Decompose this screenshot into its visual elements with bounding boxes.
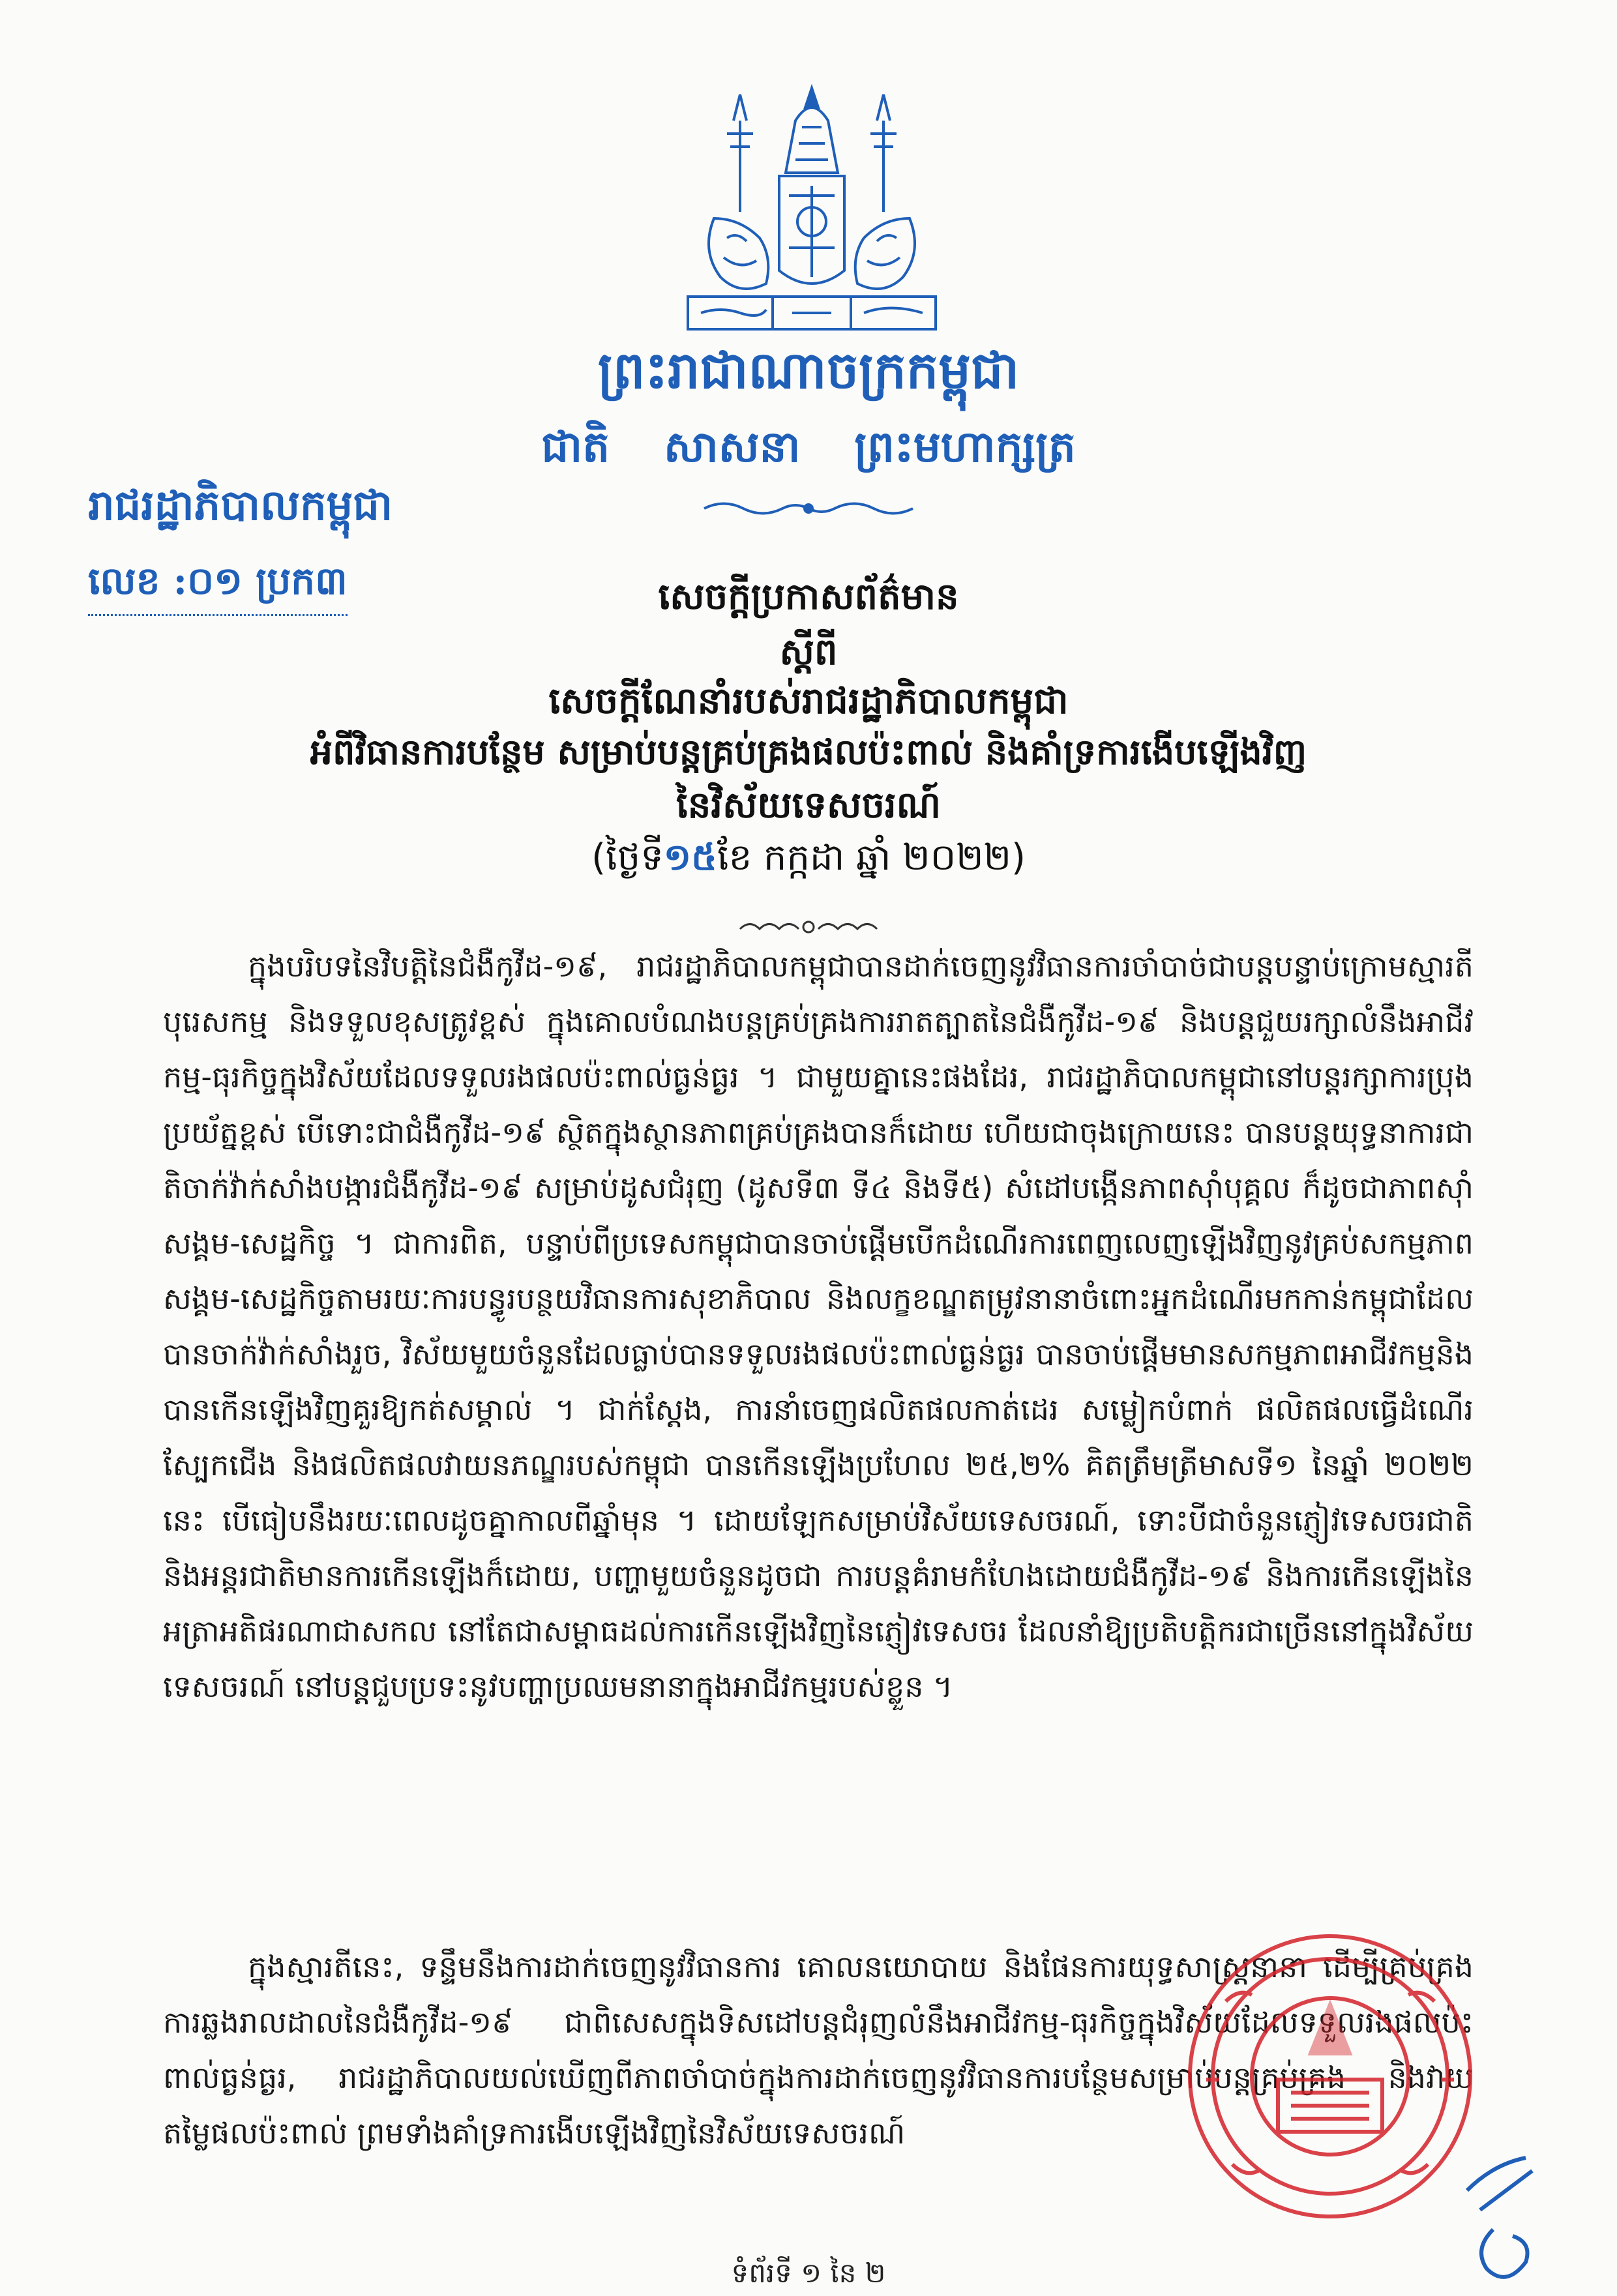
document-date: [196, 834, 1421, 888]
page-number: ទំព័រទី ១ នៃ ២: [731, 2257, 886, 2289]
date-prefix: (ថ្ងៃទី: [591, 836, 664, 879]
title-topic: អំពីវិធានការបន្ថែម សម្រាប់បន្តគ្រប់គ្រងផលប៉ះពាល់ និងគាំទ្រការងើបឡើងវិញ: [310, 731, 1307, 773]
royal-arms-icon: [675, 81, 949, 342]
body-paragraph-2: ក្នុងស្មារតីនេះ, ទន្ទឹមនឹងការដាក់ចេញនូវវិធានការ គោលនយោបាយ និងផែនការយុទ្ធសាស្ត្រនានា ដើម្បីគ្រប់គ្រងការឆ្លងរាលដាលនៃជំងឺកូវីដ-១៩ ជាពិសេសក្នុងទិសដៅបន្តជំរុញលំនឹងអាជីវកម្ម-ធុរកិច្ចក្នុងវិស័យដែលទទួលរងផលប៉ះពាល់ធ្ងន់ធ្ងរ, រាជរដ្ឋាភិបាលយល់ឃើញពីភាពចាំបាច់ក្នុងការដាក់ចេញនូវវិធានការបន្ថែមសម្រាប់បន្តគ្រប់គ្រង និងវាយតម្លៃផលប៉ះពាល់ ព្រមទាំងគាំទ្រការងើបឡើងវិញនៃវិស័យទេសចរណ៍: [163, 1949, 1474, 2151]
title-subject-label: ស្តីពី: [779, 631, 838, 673]
title-subject: សេចក្តីណែនាំរបស់រាជរដ្ឋាភិបាលកម្ពុជា: [548, 680, 1069, 722]
date-day: ១៥: [663, 836, 717, 879]
body-paragraph-1: ក្នុងបរិបទនៃវិបត្តិនៃជំងឺកូវីដ-១៩, រាជរដ្ឋាភិបាលកម្ពុជាបានដាក់ចេញនូវវិធានការចាំបាច់ជាបន្តបន្ទាប់ក្រោមស្មារតីបុរេសកម្ម និងទទួលខុសត្រូវខ្ពស់ ក្នុងគោលបំណងបន្តគ្រប់គ្រងការរាតត្បាតនៃជំងឺកូវីដ-១៩ និងបន្តជួយរក្សាលំនឹងអាជីវកម្ម-ធុរកិច្ចក្នុងវិស័យដែលទទួលរងផលប៉ះពាល់ធ្ងន់ធ្ងរ ។ ជាមួយគ្នានេះផងដែរ, រាជរដ្ឋាភិបាលកម្ពុជានៅបន្តរក្សាការប្រុងប្រយ័ត្នខ្ពស់ បើទោះជាជំងឺកូវីដ-១៩ ស្ថិតក្នុងស្ថានភាពគ្រប់គ្រងបានក៏ដោយ ហើយជាចុងក្រោយនេះ បានបន្តយុទ្ធនាការជាតិចាក់វ៉ាក់សាំងបង្ការជំងឺកូវីដ-១៩ សម្រាប់ដូសជំរុញ (ដូសទី៣ ទី៤ និងទី៥) សំដៅបង្កើនភាពស៊ាំបុគ្គល ក៏ដូចជាភាពស៊ាំសង្គម-សេដ្ឋកិច្ច ។ ជាការពិត, បន្ទាប់ពីប្រទេសកម្ពុជាបានចាប់ផ្តើមបើកដំណើរការពេញលេញឡើងវិញនូវគ្រប់សកម្មភាពសង្គម-សេដ្ឋកិច្ចតាមរយៈការបន្ធូរបន្ថយវិធានការសុខាភិបាល និងលក្ខខណ្ឌតម្រូវនានាចំពោះអ្នកដំណើរមកកាន់កម្ពុជាដែលបានចាក់វ៉ាក់សាំងរួច, វិស័យមួយចំនួនដែលធ្លាប់បានទទួលរងផលប៉ះពាល់ធ្ងន់ធ្ងរ បានចាប់ផ្តើមមានសកម្មភាពអាជីវកម្មនិងបានកើនឡើងវិញគួរឱ្យកត់សម្គាល់ ។ ជាក់ស្តែង, ការនាំចេញផលិតផលកាត់ដេរ សម្លៀកបំពាក់ ផលិតផលធ្វើដំណើរ ស្បែកជើង និងផលិតផលវាយនភណ្ឌរបស់កម្ពុជា បានកើនឡើងប្រហែល ២៥,២% គិតត្រឹមត្រីមាសទី១ នៃឆ្នាំ ២០២២ នេះ បើធៀបនឹងរយៈពេលដូចគ្នាកាលពីឆ្នាំមុន ។ ដោយឡែកសម្រាប់វិស័យទេសចរណ៍, ទោះបីជាចំនួនភ្ញៀវទេសចរជាតិនិងអន្តរជាតិមានការកើនឡើងក៏ដោយ, បញ្ហាមួយចំនួនដូចជា ការបន្តគំរាមកំហែងដោយជំងឺកូវីដ-១៩ និងការកើនឡើងនៃអត្រាអតិផរណាជាសកល នៅតែជាសម្ពាធដល់ការកើនឡើងវិញនៃភ្ញៀវទេសចរ ដែលនាំឱ្យប្រតិបត្តិករជាច្រើននៅក្នុងវិស័យទេសចរណ៍ នៅបន្តជួបប្រទះនូវបញ្ហាប្រឈមនានាក្នុងអាជីវកម្មរបស់ខ្លួន ។: [163, 949, 1474, 1704]
document-title: សេចក្តីប្រកាសព័ត៌មាន: [658, 576, 959, 618]
ornament-divider-icon: [698, 495, 919, 522]
section-divider-icon: [737, 913, 880, 939]
date-suffix: ខែ កក្កដា ឆ្នាំ ២០២២): [717, 836, 1026, 879]
kingdom-heading: ព្រះរាជាណាចក្រកម្ពុជា: [597, 341, 1020, 400]
handwritten-initial-icon: [1454, 2151, 1552, 2295]
national-motto: ជាតិ សាសនា ព្រះមហាក្សត្រ: [541, 421, 1076, 472]
issuer-name: រាជរដ្ឋាភិបាលកម្ពុជា: [88, 481, 393, 530]
reference-number: លេខ :០១ ប្រក៣: [88, 557, 348, 616]
title-topic-continued: នៃវិស័យទេសចរណ៍: [675, 784, 942, 827]
